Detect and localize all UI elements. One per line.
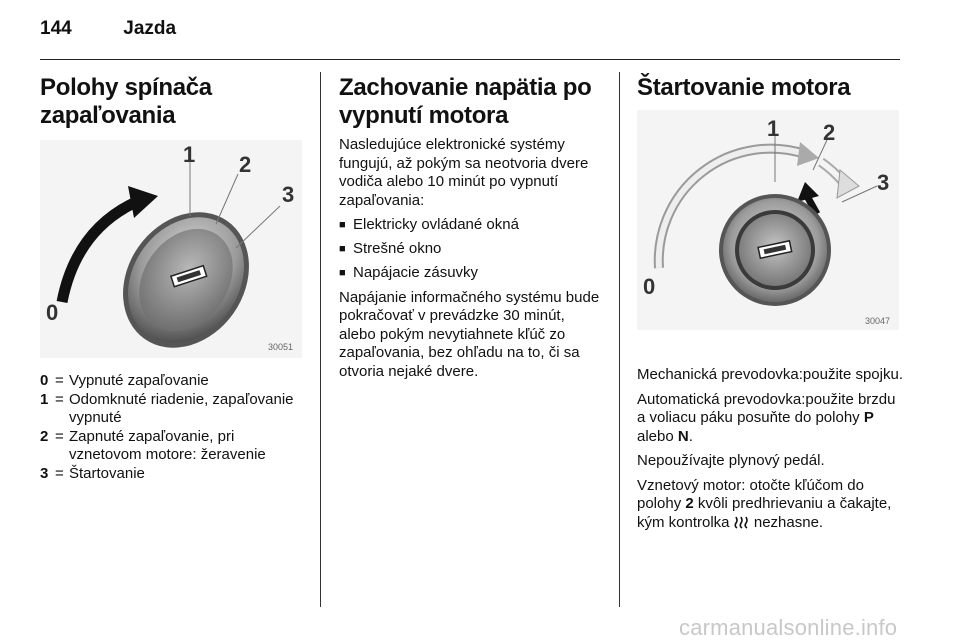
legend-key: 0 xyxy=(40,372,49,389)
ignition-legend xyxy=(40,372,302,483)
legend-key: 3 xyxy=(40,464,49,482)
voltage-outro: Napájanie informačného systému bude pokračovať v prevádzke 30 minút, alebo pokým nevytiahnete kľúč zo zapaľovania, bez ohľadu na to, či sa otvoria nejaké dvere. xyxy=(339,288,600,380)
text-segment: Automatická prevodovka:použite brzdu a voliacu páku posuňte do polohy xyxy=(637,390,896,426)
position-2: 2 xyxy=(685,495,694,512)
bullet-icon: ■ xyxy=(339,243,346,255)
ignition-figure xyxy=(40,140,302,358)
legend-row xyxy=(40,391,302,428)
bullet-icon: ■ xyxy=(339,219,346,231)
header-rule xyxy=(40,59,900,60)
column-divider-2 xyxy=(619,72,620,607)
engine-start-illustration xyxy=(637,110,899,330)
text-segment: Vznetový motor: otočte kľúčom do polohy xyxy=(637,476,864,512)
engine-start-title: Štartovanie motora xyxy=(637,74,851,101)
legend-key: 2 xyxy=(40,427,49,445)
legend-text: Vypnuté zapaľovanie xyxy=(69,372,209,389)
page-number: 144 xyxy=(40,18,72,39)
automatic-transmission-text xyxy=(637,391,905,447)
page-header xyxy=(40,18,176,40)
glow-plug-icon xyxy=(734,515,750,529)
column-engine-start xyxy=(637,74,905,532)
list-item-text: Strešné okno xyxy=(353,240,442,257)
ignition-label-0: 0 xyxy=(46,300,59,325)
diesel-text xyxy=(637,477,905,533)
legend-key: 1 xyxy=(40,390,49,408)
start-figure xyxy=(637,110,899,330)
figure-number: 30051 xyxy=(268,342,294,352)
voltage-retention-title: Zachovanie napätia po vypnutí motora xyxy=(339,74,592,129)
gear-p: P xyxy=(863,409,874,426)
start-label-1: 1 xyxy=(767,116,780,141)
list-item-text: Elektricky ovládané okná xyxy=(353,216,519,233)
text-segment: . xyxy=(688,427,693,445)
legend-row xyxy=(40,465,302,484)
legend-row xyxy=(40,372,302,391)
ignition-switch-illustration xyxy=(40,140,302,358)
legend-eq: = xyxy=(55,464,64,482)
column-ignition-positions xyxy=(40,74,302,483)
text-segment: alebo xyxy=(637,427,678,445)
watermark: carmanualsonline.info xyxy=(679,615,898,640)
section-title: Jazda xyxy=(123,18,177,39)
list-item xyxy=(339,264,605,283)
ignition-label-1: 1 xyxy=(183,142,196,167)
column-divider-1 xyxy=(320,72,321,607)
bullet-icon: ■ xyxy=(339,267,346,279)
start-label-2: 2 xyxy=(823,120,836,145)
column-voltage-retention xyxy=(339,74,605,381)
list-item-text: Napájacie zásuvky xyxy=(353,264,479,281)
legend-eq: = xyxy=(55,427,64,445)
legend-text: Zapnuté zapaľovanie, pri vznetovom motore: žeravenie xyxy=(69,427,266,463)
ignition-label-2: 2 xyxy=(239,152,252,177)
ignition-positions-title: Polohy spínača zapaľovania xyxy=(40,74,212,129)
list-item xyxy=(339,240,605,259)
start-label-3: 3 xyxy=(877,170,890,195)
gear-n: N xyxy=(677,427,689,445)
no-throttle-text: Nepoužívajte plynový pedál. xyxy=(637,452,825,469)
list-item xyxy=(339,216,605,235)
legend-text: Odomknuté riadenie, zapaľovanie vypnuté xyxy=(69,390,294,426)
text-segment: nezhasne. xyxy=(749,513,824,531)
manual-transmission-text: Mechanická prevodovka:použite spojku. xyxy=(637,366,903,383)
start-label-0: 0 xyxy=(643,274,656,299)
voltage-intro: Nasledujúce elektronické systémy fungujú, až pokým sa neotvoria dvere vodiča alebo 10 minút po vypnutí zapaľovania: xyxy=(339,136,589,209)
legend-row xyxy=(40,428,302,465)
legend-text: Štartovanie xyxy=(69,464,145,482)
legend-eq: = xyxy=(55,372,64,389)
figure-number: 30047 xyxy=(865,316,891,326)
text-segment: kvôli predhrievaniu a čakajte, kým kontrolka xyxy=(637,495,892,531)
systems-list xyxy=(339,216,605,283)
legend-eq: = xyxy=(55,390,64,408)
ignition-label-3: 3 xyxy=(282,182,295,207)
